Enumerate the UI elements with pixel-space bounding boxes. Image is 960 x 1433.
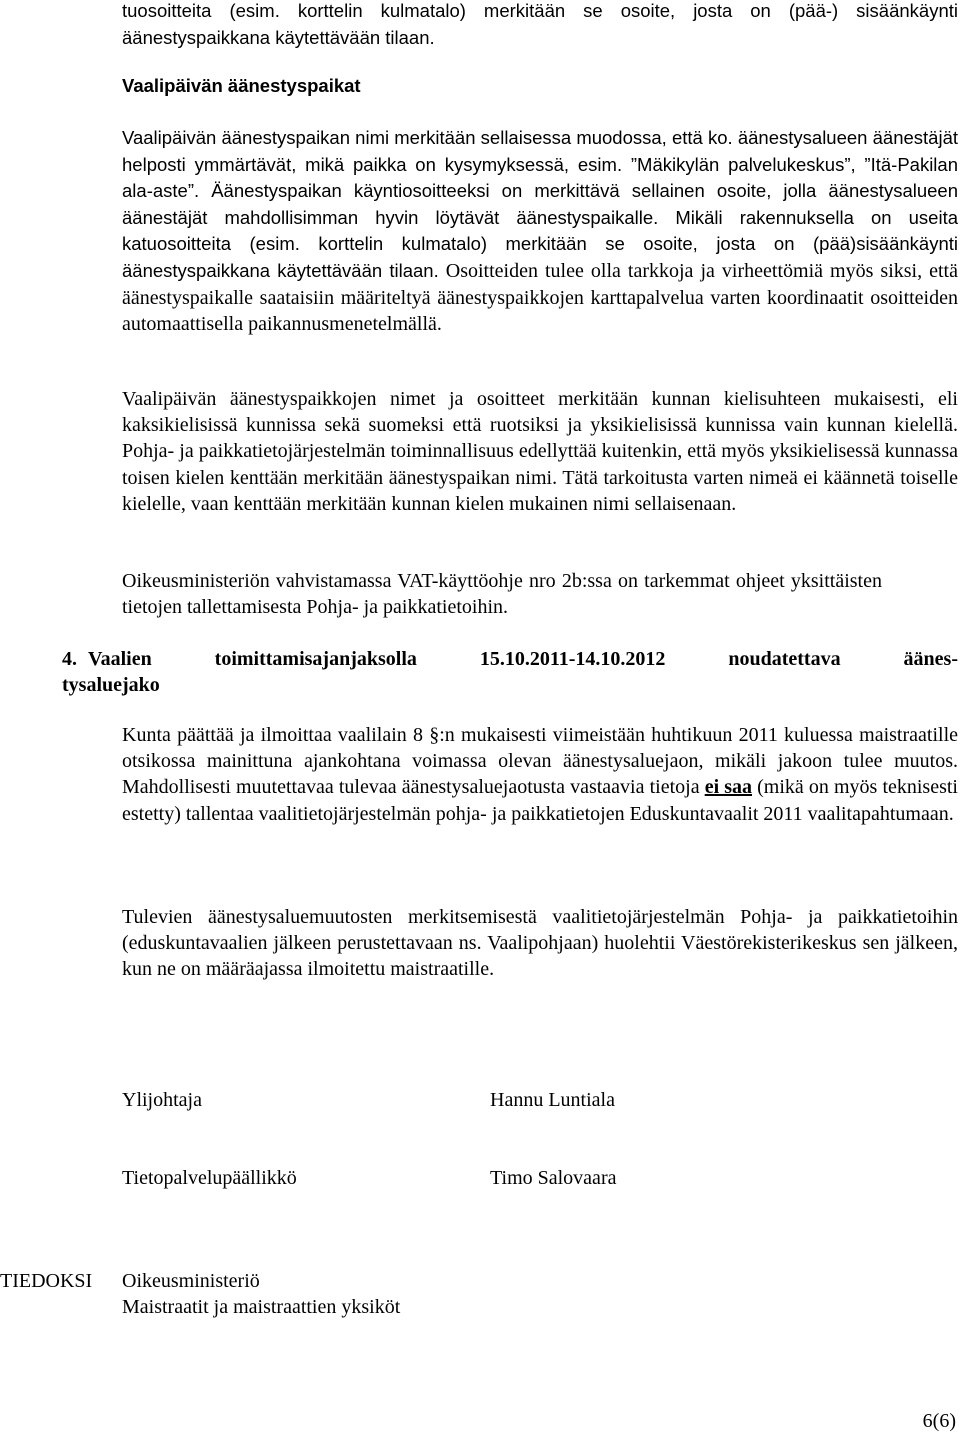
section-number: 4.: [62, 648, 77, 670]
paragraph-polling-place-names: [122, 125, 958, 338]
emphasis-ei-saa: ei saa: [704, 776, 753, 799]
paragraph-polling-place-names-sans: Vaalipäivän äänestyspaikan nimi merkitään sellaisessa muodossa, että ko. äänestysalueen äänestäjät helposti ymmärtävät, mikä paikka on kysymyksessä, esim. ”Mäkikylän palvelukeskus”, ”Itä-Pakilan ala-aste”. Äänestyspaikan käyntiosoitteeksi on merkittävä sellainen osoite, jolla äänestysalueen äänestäjät mahdollisimman hyvin löytävät äänestyspaikalle. Mikäli rakennuksella on useita katuosoitteita (esim. korttelin kulmatalo) merkitään se osoite, josta on (pää)sisäänkäynti äänestyspaikkana käytettävään tilaan.: [122, 127, 958, 281]
signature-title-1: Ylijohtaja: [122, 1089, 202, 1111]
signature-name-1: Hannu Luntiala: [490, 1089, 615, 1111]
tiedoksi-recipient-2: Maistraatit ja maistraattien yksiköt: [122, 1296, 401, 1318]
paragraph-future-changes: Tulevien äänestysaluemuutosten merkitsemisestä vaalitietojärjestelmän Pohja- ja paikkatietoihin (eduskuntavaalien jälkeen perustettavaan ns. Vaalipohjaan) huolehtii Väestörekisterikeskus sen jälkeen, kun ne on määräajassa ilmoitettu maistraatille.: [122, 906, 958, 981]
para4-before: Kunta päättää ja ilmoittaa vaalilain 8 §:n mukaisesti viimeistään huhtikuun 2011 kuluessa maistraatille otsikossa mainittuna ajankohtana voimassa olevan äänestysaluejaon, mikäli jakoon tulee muutos. Mahdollisesti muutettavaa tulevaa äänestysaluejaotusta vastaavia tietoja: [122, 724, 958, 799]
signature-name-2: Timo Salovaara: [490, 1167, 617, 1189]
para4-after: (mikä on myös teknisesti estetty) tallentaa vaalitietojärjestelmän pohja- ja paikkatietojen Eduskuntavaalit 2011 vaalitapahtumaan.: [122, 776, 958, 825]
paragraph-vat-instructions: Oikeusministeriön vahvistamassa VAT-käyttöohje nro 2b:ssa on tarkemmat ohjeet yksittäisten tietojen tallettamisesta Pohja- ja paikkatietoihin.: [122, 570, 882, 619]
section-title-line-1: Vaalien toimittamisajanjaksolla 15.10.2011-14.10.2012 noudatettava äänes-: [88, 648, 958, 670]
signature-title-2: Tietopalvelupäällikkö: [122, 1167, 297, 1189]
paragraph-municipality-decision: [122, 722, 958, 827]
tiedoksi-recipient-1: Oikeusministeriö: [122, 1270, 260, 1292]
section-title-line-2: tysaluejako: [62, 674, 160, 696]
page-number: 6(6): [922, 1410, 956, 1432]
section-4-heading: [62, 646, 958, 698]
paragraph-polling-place-names-serif: Osoitteiden tulee olla tarkkoja ja virheettömiä myös siksi, että äänestyspaikalle saataisiin määriteltyä äänestyspaikkojen karttapalvelua varten koordinaatit osoitteiden automaattisella paikannusmenetelmällä.: [122, 259, 958, 336]
tiedoksi-label: TIEDOKSI: [0, 1270, 93, 1292]
paragraph-language: Vaalipäivän äänestyspaikkojen nimet ja osoitteet merkitään kunnan kielisuhteen mukaisesti, eli kaksikielisissä kunnissa sekä suomeksi että ruotsiksi ja yksikielisissä kunnissa vain kunnan kielellä. Pohja- ja paikkatietojärjestelmän toiminnallisuus edellyttää kuitenkin, että myös yksikielisessä kunnassa toisen kielen kenttään merkitään äänestyspaikan nimi. Tätä tarkoitusta varten nimeä ei käännetä toiselle kielelle, vaan kenttään merkitään kunnan kielen mukainen nimi sellaisenaan.: [122, 388, 958, 515]
top-paragraph: tuosoitteita (esim. korttelin kulmatalo) merkitään se osoite, josta on (pää-) sisäänkäynti äänestyspaikkana käytettävään tilaan.: [122, 0, 958, 48]
subheading-election-day-polling-places: Vaalipäivän äänestyspaikat: [122, 75, 361, 96]
